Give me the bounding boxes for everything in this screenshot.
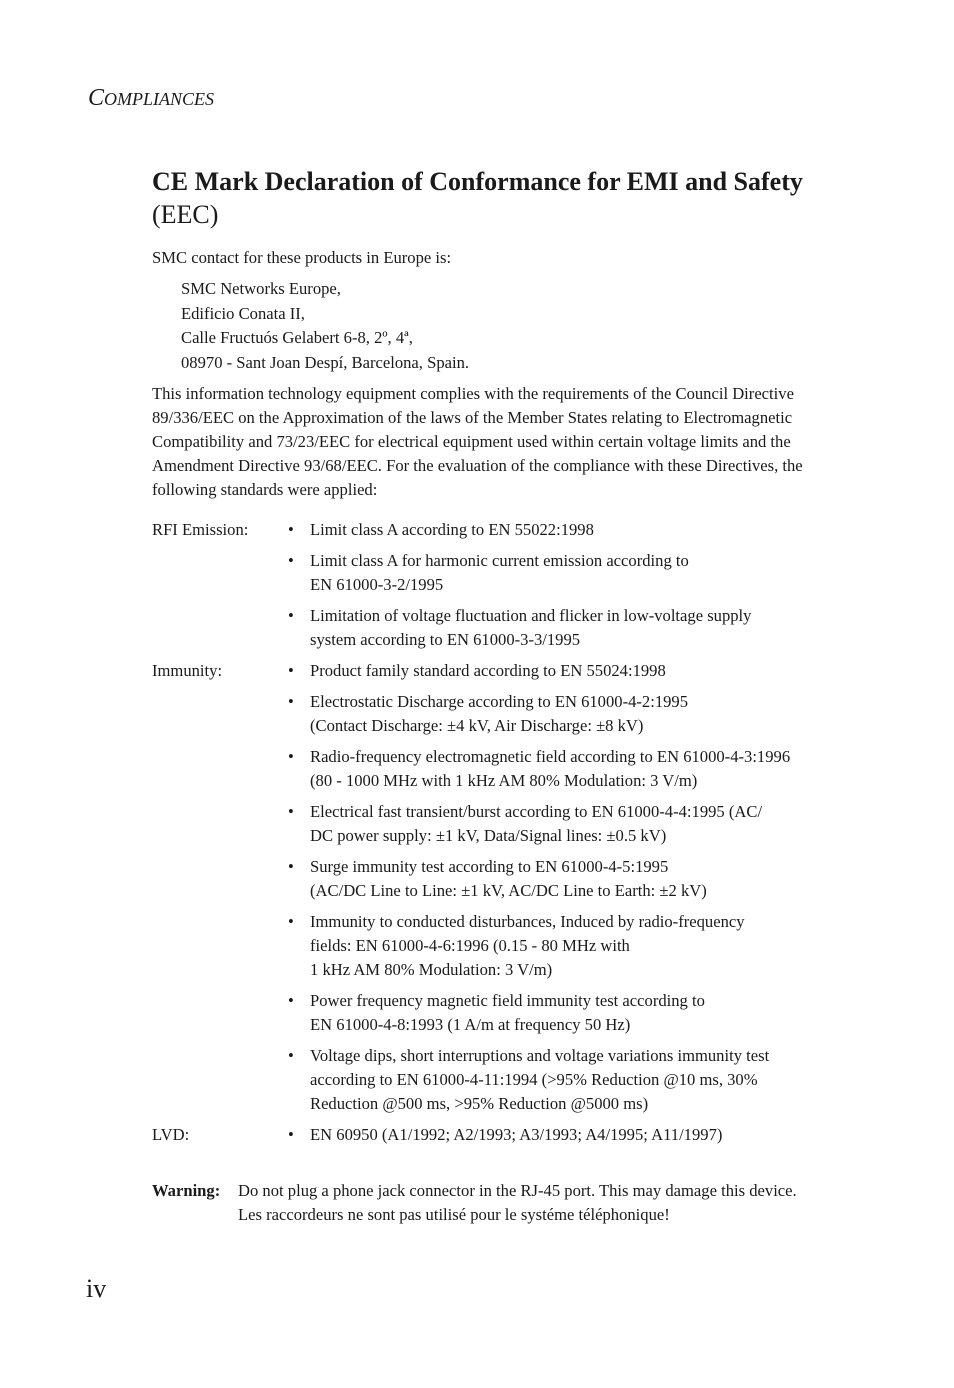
running-head-initial: C — [88, 85, 105, 111]
standard-item — [152, 549, 852, 597]
bullet-icon: • — [288, 661, 294, 680]
standard-item-line: (Contact Discharge: ±4 kV, Air Discharge: ±8 kV) — [310, 716, 644, 735]
standard-item-line: Limitation of voltage fluctuation and flicker in low-voltage supply — [310, 606, 752, 625]
address-line: Calle Fructuós Gelabert 6-8, 2º, 4ª, — [181, 328, 413, 347]
standard-item — [152, 800, 852, 848]
standard-item-line: Limit class A for harmonic current emission according to — [310, 551, 689, 570]
standard-item-line: Surge immunity test according to EN 61000-4-5:1995 — [310, 857, 669, 876]
warning-line: Do not plug a phone jack connector in the RJ-45 port. This may damage this device. — [238, 1181, 797, 1200]
standard-item-line: EN 61000-4-8:1993 (1 A/m at frequency 50 Hz) — [310, 1015, 631, 1034]
bullet-icon: • — [288, 1046, 294, 1065]
standard-group-label: Immunity: — [152, 661, 223, 680]
standard-group — [152, 518, 852, 652]
bullet-icon: • — [288, 1125, 294, 1144]
bullet-icon: • — [288, 551, 294, 570]
address-line: Edificio Conata II, — [181, 303, 305, 323]
standard-item-line: Product family standard according to EN 55024:1998 — [310, 661, 666, 680]
standard-item — [152, 690, 852, 738]
standard-item-line: system according to EN 61000-3-3/1995 — [310, 630, 581, 649]
bullet-icon: • — [288, 991, 294, 1010]
standard-item — [152, 1123, 852, 1147]
standard-item — [152, 910, 852, 982]
running-head-rest: OMPLIANCES — [104, 89, 215, 109]
section-title-suffix: (EEC) — [152, 200, 219, 229]
contact-address — [181, 277, 469, 375]
intro-text: SMC contact for these products in Europe is: — [152, 248, 452, 267]
section-title-bold: CE Mark Declaration of Conformance for EMI and Safety — [152, 167, 803, 196]
standard-item — [152, 855, 852, 903]
standard-item-line: 1 kHz AM 80% Modulation: 3 V/m) — [310, 960, 553, 979]
page-number: iv — [86, 1274, 107, 1303]
standard-item — [152, 989, 852, 1037]
standard-group-label: LVD: — [152, 1125, 190, 1144]
bullet-icon: • — [288, 747, 294, 766]
standard-group — [152, 1123, 852, 1147]
warning-label: Warning: — [152, 1181, 221, 1200]
standard-item — [152, 518, 852, 542]
bullet-icon: • — [288, 802, 294, 821]
bullet-icon: • — [288, 857, 294, 876]
standard-item-line: Voltage dips, short interruptions and voltage variations immunity test — [310, 1046, 770, 1065]
warning-line: Les raccordeurs ne sont pas utilisé pour le systéme téléphonique! — [238, 1205, 670, 1224]
standard-group-label: RFI Emission: — [152, 520, 249, 539]
standard-item-line: Limit class A according to EN 55022:1998 — [310, 520, 594, 539]
standard-item-line: (80 - 1000 MHz with 1 kHz AM 80% Modulation: 3 V/m) — [310, 771, 698, 790]
standard-item-line: EN 61000-3-2/1995 — [310, 575, 444, 594]
running-head — [88, 84, 214, 113]
standard-item-line: EN 60950 (A1/1992; A2/1993; A3/1993; A4/1995; A11/1997) — [310, 1125, 723, 1144]
standard-item — [152, 604, 852, 652]
bullet-icon: • — [288, 606, 294, 625]
address-line: SMC Networks Europe, — [181, 279, 341, 298]
standard-item-line: Reduction @500 ms, >95% Reduction @5000 ms) — [310, 1094, 649, 1113]
standard-item-line: fields: EN 61000-4-6:1996 (0.15 - 80 MHz with — [310, 936, 630, 955]
standard-item-line: according to EN 61000-4-11:1994 (>95% Reduction @10 ms, 30% — [310, 1070, 758, 1089]
section-title — [152, 165, 842, 231]
standard-item-line: DC power supply: ±1 kV, Data/Signal lines: ±0.5 kV) — [310, 826, 667, 845]
standard-item-line: Power frequency magnetic field immunity test according to — [310, 991, 705, 1010]
address-line: 08970 - Sant Joan Despí, Barcelona, Spain. — [181, 352, 470, 372]
bullet-icon: • — [288, 912, 294, 931]
bullet-icon: • — [288, 520, 294, 539]
standard-item — [152, 659, 852, 683]
bullet-icon: • — [288, 692, 294, 711]
standard-item-line: Radio-frequency electromagnetic field according to EN 61000-4-3:1996 — [310, 747, 791, 766]
standard-item-line: Electrical fast transient/burst according to EN 61000-4-4:1995 (AC/ — [310, 802, 763, 821]
standards-list — [152, 518, 852, 1154]
standard-group — [152, 659, 852, 1116]
standard-item-line: (AC/DC Line to Line: ±1 kV, AC/DC Line to Earth: ±2 kV) — [310, 881, 707, 900]
warning-text — [238, 1179, 852, 1227]
standard-item — [152, 745, 852, 793]
standard-item-line: Immunity to conducted disturbances, Induced by radio-frequency — [310, 912, 745, 931]
standard-item — [152, 1044, 852, 1116]
compliance-paragraph: This information technology equipment complies with the requirements of the Council Directive 89/336/EEC on the Approximation of the laws of the Member States relating to Electromagnetic Compatibility and 73/23/EEC for electrical equipment used within certain voltage limits and the Amendment Directive 93/68/EEC. For the evaluation of the compliance with these Directives, the following standards were applied: — [152, 384, 803, 499]
standard-item-line: Electrostatic Discharge according to EN 61000-4-2:1995 — [310, 692, 689, 711]
